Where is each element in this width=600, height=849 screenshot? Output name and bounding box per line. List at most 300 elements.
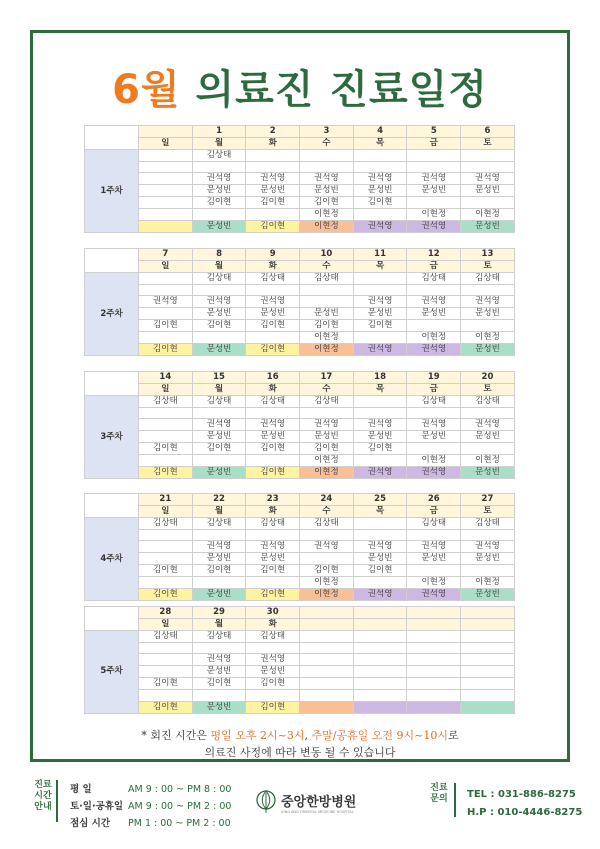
doctor-cell xyxy=(461,678,515,690)
doctor-cell xyxy=(246,643,300,654)
weekday-cell xyxy=(407,619,461,631)
note-weekday-time: 평일 오후 2시~3시 xyxy=(210,729,305,742)
weekday-cell: 금 xyxy=(407,384,461,396)
weekday-cell: 토 xyxy=(461,384,515,396)
doctor-cell: 문성빈 xyxy=(192,431,246,443)
doctor-cell xyxy=(139,150,193,162)
note-weekend-time: 주말/공휴일 오전 9시~10시 xyxy=(311,729,448,742)
weekday-cell: 토 xyxy=(461,138,515,150)
weekday-cell: 금 xyxy=(407,138,461,150)
weekday-cell: 월 xyxy=(192,619,246,631)
doctor-cell: 권석영 xyxy=(192,541,246,553)
doctor-cell: 권석영 xyxy=(246,654,300,666)
doctor-cell: 권석영 xyxy=(192,296,246,308)
doctor-cell xyxy=(353,150,407,162)
doctor-cell: 권석영 xyxy=(192,654,246,666)
doctor-cell xyxy=(461,320,515,332)
doctor-cell xyxy=(246,690,300,701)
doctor-cell: 김이현 xyxy=(300,197,354,209)
doctor-cell: 김상태 xyxy=(246,396,300,408)
duty-cell: 권석영 xyxy=(353,589,407,601)
doctor-cell: 김이현 xyxy=(192,320,246,332)
duty-cell: 권석영 xyxy=(353,344,407,356)
date-cell: 1 xyxy=(192,126,246,138)
weekday-cell: 화 xyxy=(246,619,300,631)
weekday-cell: 금 xyxy=(407,261,461,273)
doctor-cell xyxy=(139,185,193,197)
doctor-cell: 김이현 xyxy=(139,678,193,690)
doctor-cell xyxy=(139,553,193,565)
page-title xyxy=(0,58,600,112)
doctor-cell xyxy=(300,408,354,419)
date-cell: 27 xyxy=(461,494,515,506)
date-cell: 11 xyxy=(353,249,407,261)
doctor-cell: 문성빈 xyxy=(353,185,407,197)
week-label: 5주차 xyxy=(85,631,139,714)
doctor-cell: 김상태 xyxy=(246,273,300,285)
doctor-cell xyxy=(139,541,193,553)
corner-cell xyxy=(85,249,139,273)
doctor-cell xyxy=(353,678,407,690)
title-month: 6월 xyxy=(112,67,181,113)
doctor-cell: 김상태 xyxy=(300,273,354,285)
duty-cell xyxy=(461,701,515,713)
weekday-cell: 화 xyxy=(246,138,300,150)
doctor-cell: 권석영 xyxy=(407,173,461,185)
duty-cell: 권석영 xyxy=(407,344,461,356)
mobile-phone: H.P : 010-4446-8275 xyxy=(467,807,583,818)
telephone: TEL : 031-886-8275 xyxy=(467,789,576,800)
date-cell: 17 xyxy=(300,372,354,384)
duty-cell: 권석영 xyxy=(353,221,407,233)
doctor-cell xyxy=(353,690,407,701)
hospital-subtitle: JUNG ANG ORIENTAL MEDICINE HOSPITAL xyxy=(281,809,354,814)
doctor-cell: 문성빈 xyxy=(353,308,407,320)
doctor-cell: 김이현 xyxy=(353,565,407,577)
doctor-cell: 김상태 xyxy=(461,273,515,285)
date-cell: 8 xyxy=(192,249,246,261)
doctor-cell xyxy=(192,455,246,467)
weekday-cell xyxy=(300,619,354,631)
doctor-cell: 권석영 xyxy=(300,419,354,431)
note-separator: , xyxy=(304,729,312,742)
doctor-cell: 김이현 xyxy=(300,320,354,332)
divider xyxy=(454,783,456,817)
doctor-cell xyxy=(300,654,354,666)
doctor-cell xyxy=(139,173,193,185)
doctor-cell: 문성빈 xyxy=(461,553,515,565)
doctor-cell: 문성빈 xyxy=(192,553,246,565)
duty-cell xyxy=(407,701,461,713)
doctor-cell: 김이현 xyxy=(246,565,300,577)
duty-cell xyxy=(139,221,193,233)
doctor-cell: 문성빈 xyxy=(407,185,461,197)
doctor-cell: 김상태 xyxy=(192,631,246,643)
doctor-cell: 문성빈 xyxy=(246,666,300,678)
doctor-cell xyxy=(246,332,300,344)
doctor-cell xyxy=(139,285,193,296)
duty-cell: 김이현 xyxy=(246,701,300,713)
doctor-cell: 김이현 xyxy=(139,320,193,332)
doctor-cell: 권석영 xyxy=(246,419,300,431)
hospital-name: 중앙한방병원 xyxy=(281,794,357,810)
weekday-cell: 목 xyxy=(353,384,407,396)
doctor-cell xyxy=(353,332,407,344)
doctor-cell xyxy=(139,431,193,443)
weekday-cell: 토 xyxy=(461,506,515,518)
duty-cell: 이현정 xyxy=(300,467,354,479)
note-prefix: * 회진 시간은 xyxy=(141,729,211,742)
duty-cell xyxy=(353,701,407,713)
duty-cell: 문성빈 xyxy=(461,467,515,479)
doctor-cell xyxy=(353,518,407,530)
duty-cell: 김이현 xyxy=(139,344,193,356)
doctor-cell: 김상태 xyxy=(192,396,246,408)
doctor-cell: 권석영 xyxy=(246,296,300,308)
corner-cell xyxy=(85,494,139,518)
doctor-cell: 권석영 xyxy=(461,541,515,553)
corner-cell xyxy=(85,372,139,396)
doctor-cell xyxy=(139,209,193,221)
doctor-cell xyxy=(353,396,407,408)
doctor-cell: 문성빈 xyxy=(407,308,461,320)
doctor-cell xyxy=(353,455,407,467)
doctor-cell xyxy=(139,643,193,654)
doctor-cell: 문성빈 xyxy=(353,553,407,565)
doctor-cell: 문성빈 xyxy=(461,431,515,443)
weekday-cell: 일 xyxy=(139,619,193,631)
doctor-cell xyxy=(407,408,461,419)
doctor-cell xyxy=(407,666,461,678)
doctor-cell: 김이현 xyxy=(246,197,300,209)
weekday-cell: 일 xyxy=(139,261,193,273)
hours-row: 평 일 AM 9 : 00 ~ PM 8 : 00 xyxy=(70,784,232,795)
doctor-cell xyxy=(407,654,461,666)
doctor-cell xyxy=(246,162,300,173)
week-table xyxy=(84,606,515,714)
date-cell: 3 xyxy=(300,126,354,138)
doctor-cell: 김이현 xyxy=(300,565,354,577)
doctor-cell xyxy=(139,308,193,320)
doctor-cell xyxy=(139,530,193,541)
doctor-cell: 김상태 xyxy=(139,396,193,408)
doctor-cell: 권석영 xyxy=(246,173,300,185)
weekday-cell: 월 xyxy=(192,384,246,396)
doctor-cell: 김상태 xyxy=(139,518,193,530)
duty-cell: 김이현 xyxy=(246,344,300,356)
doctor-cell xyxy=(461,197,515,209)
date-cell: 13 xyxy=(461,249,515,261)
doctor-cell xyxy=(461,690,515,701)
date-cell: 7 xyxy=(139,249,193,261)
week-table xyxy=(84,248,515,356)
date-cell: 23 xyxy=(246,494,300,506)
doctor-cell: 권석영 xyxy=(353,173,407,185)
doctor-cell xyxy=(246,455,300,467)
doctor-cell xyxy=(461,150,515,162)
weekday-cell: 화 xyxy=(246,506,300,518)
note-suffix: 로 xyxy=(448,729,459,742)
duty-cell: 권석영 xyxy=(407,467,461,479)
doctor-cell xyxy=(353,408,407,419)
doctor-cell xyxy=(300,530,354,541)
duty-cell: 이현정 xyxy=(300,221,354,233)
doctor-cell: 김상태 xyxy=(139,631,193,643)
doctor-cell: 김상태 xyxy=(461,396,515,408)
doctor-cell: 문성빈 xyxy=(407,553,461,565)
doctor-cell xyxy=(192,690,246,701)
contact-numbers xyxy=(467,786,582,822)
doctor-cell xyxy=(407,530,461,541)
doctor-cell xyxy=(461,285,515,296)
doctor-cell xyxy=(407,631,461,643)
duty-cell: 문성빈 xyxy=(192,701,246,713)
divider xyxy=(56,780,58,822)
duty-cell: 권석영 xyxy=(407,221,461,233)
duty-cell: 이현정 xyxy=(300,344,354,356)
doctor-cell xyxy=(300,296,354,308)
doctor-cell: 권석영 xyxy=(300,541,354,553)
doctor-cell xyxy=(353,631,407,643)
weekday-cell: 토 xyxy=(461,261,515,273)
doctor-cell xyxy=(139,654,193,666)
doctor-cell: 문성빈 xyxy=(246,431,300,443)
weekday-cell: 화 xyxy=(246,261,300,273)
doctor-cell xyxy=(192,332,246,344)
duty-cell: 김이현 xyxy=(246,589,300,601)
doctor-cell xyxy=(192,285,246,296)
doctor-cell xyxy=(407,443,461,455)
weekday-cell: 수 xyxy=(300,261,354,273)
doctor-cell: 김상태 xyxy=(407,396,461,408)
doctor-cell: 김상태 xyxy=(407,518,461,530)
doctor-cell: 김이현 xyxy=(139,443,193,455)
duty-cell: 문성빈 xyxy=(192,221,246,233)
title-text: 의료진 진료일정 xyxy=(180,67,488,113)
date-cell: 24 xyxy=(300,494,354,506)
doctor-cell: 이현정 xyxy=(407,455,461,467)
doctor-cell xyxy=(461,162,515,173)
doctor-cell: 문성빈 xyxy=(461,308,515,320)
week-label: 3주차 xyxy=(85,396,139,479)
hospital-emblem-icon xyxy=(255,787,277,817)
date-cell: 12 xyxy=(407,249,461,261)
doctor-cell: 권석영 xyxy=(353,541,407,553)
duty-cell: 권석영 xyxy=(353,467,407,479)
doctor-cell xyxy=(461,654,515,666)
doctor-cell xyxy=(300,678,354,690)
date-cell xyxy=(139,126,193,138)
week-table xyxy=(84,371,515,479)
doctor-cell xyxy=(461,408,515,419)
doctor-cell: 권석영 xyxy=(461,296,515,308)
doctor-cell: 문성빈 xyxy=(192,308,246,320)
hospital-logo xyxy=(255,787,356,817)
doctor-cell xyxy=(246,285,300,296)
duty-cell: 문성빈 xyxy=(461,221,515,233)
doctor-cell: 이현정 xyxy=(300,209,354,221)
duty-cell: 김이현 xyxy=(139,589,193,601)
doctor-cell: 김상태 xyxy=(407,273,461,285)
doctor-cell xyxy=(461,443,515,455)
hours-row: 토·일·공휴일 AM 9 : 00 ~ PM 2 : 00 xyxy=(70,801,232,812)
hours-row: 점심 시간 PM 1 : 00 ~ PM 2 : 00 xyxy=(70,818,231,829)
doctor-cell xyxy=(300,666,354,678)
doctor-cell xyxy=(139,332,193,344)
doctor-cell: 문성빈 xyxy=(246,308,300,320)
weekday-cell: 일 xyxy=(139,138,193,150)
date-cell: 21 xyxy=(139,494,193,506)
doctor-cell: 김이현 xyxy=(246,320,300,332)
doctor-cell: 김이현 xyxy=(246,678,300,690)
week-table xyxy=(84,125,515,233)
doctor-cell: 권석영 xyxy=(300,173,354,185)
doctor-cell: 이현정 xyxy=(407,577,461,589)
date-cell: 9 xyxy=(246,249,300,261)
doctor-cell xyxy=(353,666,407,678)
doctor-cell xyxy=(407,320,461,332)
doctor-cell xyxy=(407,678,461,690)
doctor-cell xyxy=(300,643,354,654)
doctor-cell: 이현정 xyxy=(300,332,354,344)
weekday-cell: 목 xyxy=(353,261,407,273)
doctor-cell xyxy=(353,285,407,296)
doctor-cell xyxy=(353,530,407,541)
doctor-cell xyxy=(192,530,246,541)
duty-cell: 김이현 xyxy=(139,467,193,479)
doctor-cell xyxy=(139,577,193,589)
doctor-cell: 권석영 xyxy=(461,173,515,185)
doctor-cell xyxy=(353,162,407,173)
doctor-cell: 김상태 xyxy=(300,518,354,530)
date-cell xyxy=(407,607,461,619)
doctor-cell xyxy=(461,565,515,577)
doctor-cell: 김이현 xyxy=(300,443,354,455)
weekday-cell: 월 xyxy=(192,506,246,518)
doctor-cell xyxy=(407,197,461,209)
doctor-cell xyxy=(407,150,461,162)
doctor-cell xyxy=(192,162,246,173)
doctor-cell xyxy=(353,654,407,666)
rounds-note xyxy=(0,727,600,761)
doctor-cell xyxy=(461,631,515,643)
note-line-2: 의료진 사정에 따라 변동 될 수 있습니다 xyxy=(204,746,396,759)
weekday-cell: 목 xyxy=(353,506,407,518)
week-label: 2주차 xyxy=(85,273,139,356)
date-cell: 6 xyxy=(461,126,515,138)
doctor-cell: 권석영 xyxy=(139,296,193,308)
weekday-cell: 금 xyxy=(407,506,461,518)
week-label: 4주차 xyxy=(85,518,139,601)
doctor-cell xyxy=(139,197,193,209)
date-cell: 25 xyxy=(353,494,407,506)
weekday-cell: 일 xyxy=(139,384,193,396)
date-cell: 19 xyxy=(407,372,461,384)
doctor-cell: 문성빈 xyxy=(300,431,354,443)
doctor-cell: 김이현 xyxy=(353,197,407,209)
doctor-cell: 권석영 xyxy=(192,173,246,185)
doctor-cell: 권석영 xyxy=(246,541,300,553)
doctor-cell xyxy=(300,150,354,162)
doctor-cell: 이현정 xyxy=(461,577,515,589)
doctor-cell: 이현정 xyxy=(407,332,461,344)
doctor-cell: 김이현 xyxy=(192,678,246,690)
opening-hours xyxy=(70,781,231,832)
doctor-cell: 권석영 xyxy=(407,541,461,553)
doctor-cell: 권석영 xyxy=(192,419,246,431)
doctor-cell xyxy=(353,643,407,654)
doctor-cell: 김상태 xyxy=(300,396,354,408)
doctor-cell xyxy=(246,408,300,419)
doctor-cell xyxy=(353,577,407,589)
doctor-cell: 문성빈 xyxy=(192,666,246,678)
doctor-cell xyxy=(300,631,354,643)
date-cell: 30 xyxy=(246,607,300,619)
date-cell: 26 xyxy=(407,494,461,506)
date-cell xyxy=(300,607,354,619)
date-cell: 2 xyxy=(246,126,300,138)
doctor-cell: 김이현 xyxy=(353,320,407,332)
doctor-cell xyxy=(461,530,515,541)
doctor-cell xyxy=(192,408,246,419)
duty-cell xyxy=(300,701,354,713)
doctor-cell xyxy=(192,209,246,221)
doctor-cell: 김이현 xyxy=(192,443,246,455)
doctor-cell xyxy=(246,577,300,589)
doctor-cell: 이현정 xyxy=(300,577,354,589)
doctor-cell xyxy=(461,666,515,678)
doctor-cell xyxy=(407,162,461,173)
weekday-cell: 수 xyxy=(300,506,354,518)
date-cell: 29 xyxy=(192,607,246,619)
doctor-cell: 문성빈 xyxy=(407,431,461,443)
doctor-cell: 이현정 xyxy=(461,332,515,344)
date-cell: 10 xyxy=(300,249,354,261)
date-cell: 15 xyxy=(192,372,246,384)
date-cell: 16 xyxy=(246,372,300,384)
duty-cell: 문성빈 xyxy=(192,344,246,356)
doctor-cell xyxy=(300,690,354,701)
doctor-cell xyxy=(407,285,461,296)
date-cell: 5 xyxy=(407,126,461,138)
doctor-cell: 권석영 xyxy=(407,296,461,308)
duty-cell: 김이현 xyxy=(246,221,300,233)
doctor-cell: 이현정 xyxy=(461,455,515,467)
doctor-cell: 김상태 xyxy=(192,518,246,530)
date-cell: 14 xyxy=(139,372,193,384)
doctor-cell xyxy=(300,162,354,173)
weekday-cell: 월 xyxy=(192,138,246,150)
doctor-cell xyxy=(246,150,300,162)
date-cell: 22 xyxy=(192,494,246,506)
doctor-cell: 문성빈 xyxy=(246,185,300,197)
doctor-cell xyxy=(246,530,300,541)
doctor-cell: 김이현 xyxy=(246,443,300,455)
doctor-cell: 이현정 xyxy=(407,209,461,221)
contact-label: 진료 문의 xyxy=(430,783,448,804)
doctor-cell: 권석영 xyxy=(353,296,407,308)
doctor-cell: 김이현 xyxy=(192,197,246,209)
doctor-cell xyxy=(353,273,407,285)
doctor-cell xyxy=(407,643,461,654)
doctor-cell xyxy=(139,419,193,431)
doctor-cell xyxy=(192,643,246,654)
weekday-cell: 월 xyxy=(192,261,246,273)
date-cell: 28 xyxy=(139,607,193,619)
date-cell xyxy=(461,607,515,619)
doctor-cell: 김상태 xyxy=(246,631,300,643)
weekday-cell xyxy=(353,619,407,631)
